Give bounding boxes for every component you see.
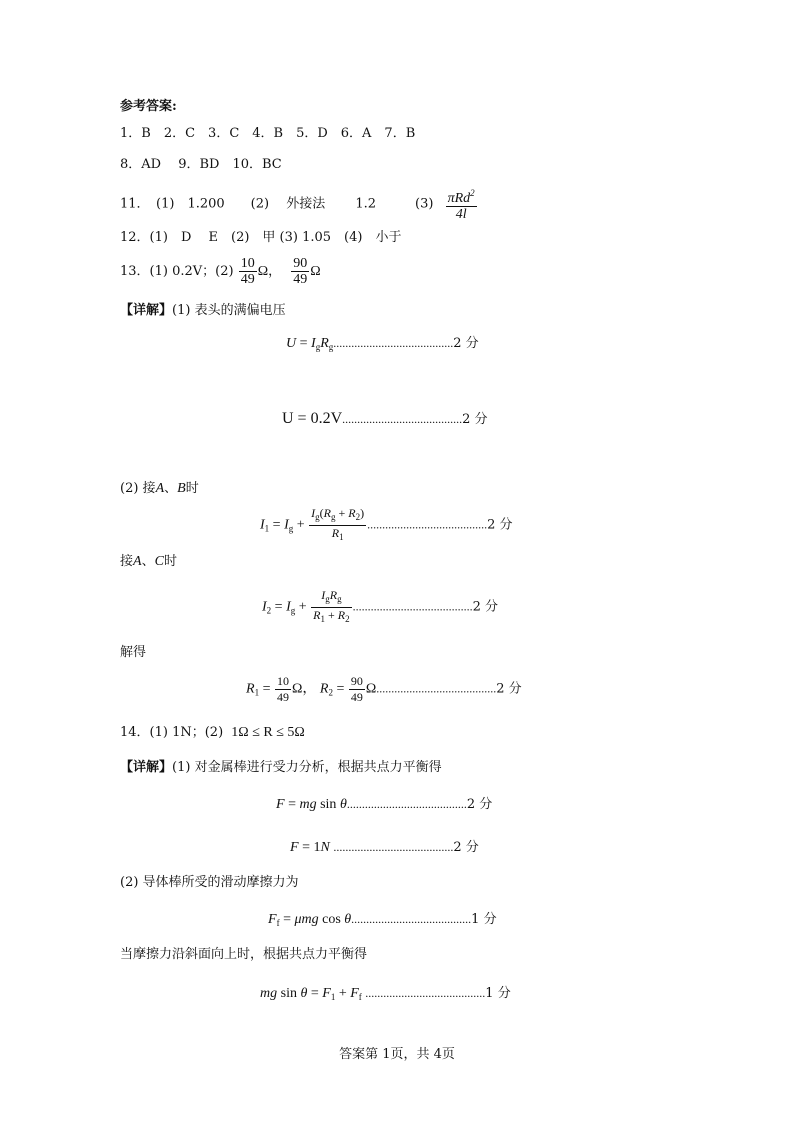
q13-eq5-dots: ........................................: [376, 681, 497, 696]
q13-eq4: $I_2 = I_g$ + $\frac{I_gR_g}{R_1 + R_2}$ ........................................2 分: [262, 588, 499, 624]
q14-eq2: F = 1N ........................................2 分: [290, 840, 479, 855]
answer-line-1: 1．B 2．C 3．C 4．B 5．D 6．A 7．B: [120, 126, 416, 141]
q13-detail-label: 【详解】: [120, 303, 173, 318]
q13-connect-a: A: [133, 554, 142, 569]
q13-detail-text: (1) 表头的满偏电压: [172, 303, 286, 318]
q13-eq5-d1: 49: [276, 690, 289, 704]
q13-part2-time: 时: [185, 481, 199, 496]
q14-eq1-dots: ........................................: [346, 797, 467, 811]
q13-part2: [120, 480, 199, 498]
q13-part2-text: (2) 接: [120, 481, 156, 496]
q13-eq2-text: U = 0.2V: [282, 410, 343, 427]
q14-eq4-score: 1 分: [485, 986, 511, 1001]
answer-q13: [120, 256, 321, 287]
answer-q14-range: 1Ω ≤ R ≤ 5Ω: [231, 725, 305, 740]
q14-eq1: F = mg sin θ........................................2 分: [276, 797, 493, 812]
q14-eq3-score: 1 分: [471, 912, 497, 927]
q14-eq2-score: 2 分: [453, 840, 479, 855]
answers-heading: 参考答案:: [120, 99, 177, 114]
q13-f2-num: 90: [293, 256, 308, 271]
q14-eq4-dots: ........................................: [365, 986, 486, 1000]
q13-eq5-d2: 49: [350, 690, 363, 704]
q14-condition: 当摩擦力沿斜面向上时，根据共点力平衡得: [120, 947, 368, 962]
q13-eq5-n2: 90: [350, 674, 363, 688]
q13-eq5-n1: 10: [276, 674, 289, 688]
q11-exponent: 2: [470, 188, 475, 198]
q14-part2: (2) 导体棒所受的滑动摩擦力为: [120, 875, 299, 890]
q14-eq3-dots: ........................................: [351, 912, 472, 926]
answer-q11: [120, 186, 478, 222]
answer-q13-fraction-1: [239, 256, 257, 287]
q13-connect-sep: 、: [141, 554, 155, 569]
q13-part2-a: A: [155, 481, 165, 496]
page-footer: 答案第 1页，共 4页: [339, 1047, 455, 1062]
q13-eq2-dots: ........................................: [342, 412, 463, 426]
q13-omega-1: Ω: [257, 264, 269, 279]
q13-connect-time: 时: [163, 554, 177, 569]
answer-q13-text: 13．(1) 0.2V；(2): [120, 264, 234, 279]
q11-denominator: 4l: [455, 207, 467, 222]
q13-eq1-score: 2 分: [453, 336, 479, 351]
q13-solve: 解得: [120, 645, 147, 660]
q13-sep: ，: [268, 264, 282, 279]
q13-detail: [120, 303, 286, 319]
q13-eq4-score: 2 分: [472, 599, 499, 615]
q13-eq1-dots: ........................................: [333, 336, 454, 350]
q13-connect-text: 接: [120, 554, 134, 569]
q13-f1-den: 49: [240, 272, 255, 287]
q13-eq2-score: 2 分: [462, 412, 488, 427]
q13-eq3-score: 2 分: [487, 517, 513, 533]
answer-q14: [120, 724, 305, 742]
q13-eq4-dots: ........................................: [352, 599, 473, 614]
answer-q12: 12．(1) D E (2) 甲 (3) 1.05 (4) 小于: [120, 230, 402, 245]
q13-eq3-dots: ........................................: [367, 517, 488, 532]
q13-eq5: $R_1$ = $\frac{10}{49}$ Ω， $R_2$ = $\frac{90}{49}$ Ω........................................2 分: [246, 674, 522, 704]
q14-eq3: $F_f = \mu mg$ cos θ........................................1 分: [268, 912, 497, 928]
q13-part2-sep: 、: [164, 481, 178, 496]
q14-detail-text: (1) 对金属棒进行受力分析，根据共点力平衡得: [172, 760, 442, 775]
q14-detail: [120, 760, 442, 776]
q14-detail-label: 【详解】: [120, 760, 173, 775]
q13-f1-num: 10: [240, 256, 255, 271]
answer-line-2: 8．AD 9．BD 10．BC: [120, 157, 282, 172]
q13-connect: [120, 553, 177, 571]
q13-eq5-score: 2 分: [496, 681, 522, 697]
q13-omega-2: Ω: [310, 264, 321, 279]
answer-q13-fraction-2: [291, 256, 309, 287]
q14-eq4: mg $\sin \theta = F_1 + F_f$ ........................................1 分: [260, 986, 511, 1002]
q13-part2-b: B: [177, 481, 186, 496]
q14-eq1-score: 2 分: [466, 797, 493, 812]
q14-eq2-dots: ........................................: [333, 840, 454, 854]
q11-numerator: πRd: [447, 191, 471, 206]
q13-f2-den: 49: [293, 272, 308, 287]
q13-eq1: $U = I_gR_g........................................2$ 分: [286, 336, 479, 352]
answer-q11-text: 11． (1) 1.200 (2) 外接法 1.2 (3): [120, 196, 434, 212]
q13-eq3: $I_1 = I_g$ + $\frac{I_g(R_g + R_2)}{R_1}$ ........................................2 分: [260, 506, 513, 542]
answer-q11-fraction: [446, 186, 477, 222]
q13-eq2: [282, 410, 488, 429]
answer-q14-text: 14．(1) 1N；(2): [120, 725, 224, 740]
q13-connect-c: C: [154, 554, 164, 569]
